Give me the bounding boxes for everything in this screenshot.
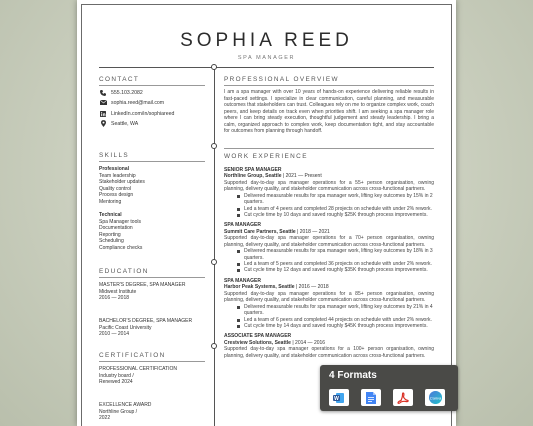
education-heading: EDUCATION: [99, 268, 149, 275]
job-title: SPA MANAGER: [224, 277, 261, 284]
skill-item: Quality control: [99, 185, 131, 192]
certification-item: [99, 366, 177, 386]
certification-org: Northline Group /: [99, 408, 138, 415]
contact-phone: 555.103.2082: [111, 89, 143, 96]
job-company: Crestview Solutions, Seattle: [224, 339, 291, 346]
experience-list: [224, 167, 434, 359]
timeline-dot: [211, 259, 217, 265]
job-entry: [224, 222, 434, 273]
contact-location: Seattle, WA: [111, 120, 139, 127]
skills-professional-heading: Professional: [99, 166, 130, 172]
certification-item: [99, 402, 151, 422]
contact-linkedin[interactable]: LinkedIn.com/in/sophiareed: [111, 110, 175, 117]
job-bullet: Led a team of 5 peers and completed 36 projects on schedule with under 2% rework.: [234, 261, 434, 267]
contact-location-row: [99, 120, 138, 127]
job-dates: 2021 — Present: [285, 173, 322, 180]
job-title: SENIOR SPA MANAGER: [224, 167, 282, 173]
job-title: ASSOCIATE SPA MANAGER: [224, 333, 292, 340]
timeline-dot: [211, 143, 217, 149]
education-degree: MASTER'S DEGREE, SPA MANAGER: [99, 282, 186, 288]
skills-technical-heading: Technical: [99, 212, 122, 218]
job-bullets: [224, 193, 434, 219]
certification-name: PROFESSIONAL CERTIFICATION: [99, 366, 177, 372]
canva-icon[interactable]: [425, 389, 445, 406]
svg-text:Canva: Canva: [429, 395, 441, 401]
timeline-dot: [211, 343, 217, 349]
overview-rule: [224, 85, 434, 86]
education-rule: [99, 277, 205, 278]
overview-heading: PROFESSIONAL OVERVIEW: [224, 76, 339, 83]
job-bullet: Led a team of 6 peers and completed 44 projects on schedule with under 2% rework.: [234, 317, 434, 323]
contact-linkedin-row: [99, 110, 174, 117]
education-years: 2016 — 2018: [99, 295, 130, 302]
skills-rule: [99, 161, 205, 162]
mail-icon: [99, 99, 107, 106]
job-summary: Supported day-to-day spa manager operations for a 85+ person organisation, owning planning, delivery quality, and stakeholder communication across cross-functional partners.: [224, 290, 434, 304]
timeline-dot: [211, 64, 217, 70]
job-dates: 2018 — 2021: [299, 228, 330, 235]
google-docs-icon[interactable]: [361, 389, 381, 406]
skill-item: Reporting: [99, 231, 121, 238]
skill-item: Mentoring: [99, 198, 122, 205]
certification-name: EXCELLENCE AWARD: [99, 402, 152, 408]
column-divider: [214, 67, 215, 426]
contact-phone-row: [99, 89, 143, 96]
location-pin-icon: [99, 120, 107, 127]
skills-technical: [99, 212, 142, 252]
job-company: Northline Group, Seattle: [224, 173, 282, 180]
job-entry: [224, 333, 434, 359]
certification-date: Renewed 2024: [99, 379, 133, 386]
job-company-line: Northline Group, Seattle | 2021 — Present: [224, 173, 322, 180]
skills-professional: [99, 166, 145, 206]
skill-item: Team leadership: [99, 172, 136, 179]
education-school: Pacific Coast University: [99, 324, 152, 331]
education-years: 2010 — 2014: [99, 331, 130, 338]
skill-item: Scheduling: [99, 238, 124, 245]
education-item: [99, 318, 192, 338]
job-title: SPA MANAGER: [224, 222, 261, 229]
formats-title: 4 Formats: [329, 370, 377, 381]
resume-role: SPA MANAGER: [237, 55, 296, 61]
job-bullet: Delivered measurable results for spa manager work, lifting key outcomes by 21% in 4 quarters.: [234, 304, 434, 317]
resume-name: SOPHIA REED: [180, 30, 353, 51]
job-company: Summit Care Partners, Seattle: [224, 228, 296, 235]
skill-item: Compliance checks: [99, 244, 143, 251]
header-divider: [99, 67, 434, 68]
resume-page: [77, 0, 456, 426]
svg-text:W: W: [334, 395, 339, 402]
job-company-line: Crestview Solutions, Seattle | 2014 — 2016: [224, 339, 326, 346]
contact-email[interactable]: sophia.reed@mail.com: [111, 99, 165, 106]
skills-heading: SKILLS: [99, 152, 130, 159]
job-bullet: Delivered measurable results for spa manager work, lifting key outcomes by 15% in 2 quarters.: [234, 193, 434, 206]
word-icon[interactable]: [329, 389, 349, 406]
contact-email-row: [99, 99, 164, 106]
job-bullets: [224, 248, 434, 274]
job-bullet: Delivered measurable results for spa manager work, lifting key outcomes by 18% in 3 quarters.: [234, 248, 434, 261]
job-bullet: Cut cycle time by 14 days and saved roughly $45K through process improvements.: [234, 323, 434, 329]
formats-badge: [320, 365, 458, 411]
certification-org: Industry board /: [99, 372, 134, 379]
job-bullet: Cut cycle time by 12 days and saved roughly $35K through process improvements.: [234, 267, 434, 273]
phone-icon: [99, 89, 107, 96]
job-bullet: Led a team of 4 peers and completed 28 projects on schedule with under 2% rework.: [234, 206, 434, 212]
education-school: Midwest Institute: [99, 288, 137, 295]
job-company-line: Summit Care Partners, Seattle | 2018 — 2021: [224, 228, 330, 235]
contact-rule: [99, 85, 205, 86]
certification-rule: [99, 361, 205, 362]
experience-heading: WORK EXPERIENCE: [224, 153, 308, 160]
certification-date: 2022: [99, 415, 111, 422]
education-degree: BACHELOR'S DEGREE, SPA MANAGER: [99, 318, 193, 324]
job-company: Harbor Peak Systems, Seattle: [224, 284, 295, 291]
overview-text: I am a spa manager with over 10 years of hands-on experience delivering reliable results in fast-paced settings. I specialize in clear communication, careful planning, and measurable outcomes that stakeholders can trust. Colleagues rely on me to organize complex work, coach peers, and keep details on track even when priorities shift. I am seeking a spa manager role where I can bring steady execution, thoughtful judgement and steady leadership. I bring a calm, organized approach to complex work, keep documentation tight, and stay accountable for outcomes from planning through handoff.: [224, 89, 434, 134]
contact-heading: CONTACT: [99, 76, 140, 83]
skill-item: Documentation: [99, 225, 133, 232]
pdf-icon[interactable]: [393, 389, 413, 406]
job-dates: 2014 — 2016: [295, 339, 326, 346]
certification-heading: CERTIFICATION: [99, 352, 166, 359]
job-entry: [224, 167, 434, 218]
job-summary: Supported day-to-day spa manager operations for a 70+ person organisation, owning planning, delivery quality, and stakeholder communication across cross-functional partners.: [224, 235, 434, 248]
overview-end-rule: [224, 148, 434, 149]
job-summary: Supported day-to-day spa manager operations for a 100+ person organisation, owning planning, delivery quality, and stakeholder communication across cross-functional partners.: [224, 346, 434, 359]
job-bullet: Cut cycle time by 10 days and saved roughly $25K through process improvements.: [234, 212, 434, 218]
job-entry: [224, 278, 434, 329]
job-company-line: Harbor Peak Systems, Seattle | 2016 — 2018: [224, 284, 329, 291]
job-summary: Supported day-to-day spa manager operations for a 55+ person organisation, owning planning, delivery quality, and stakeholder communication across cross-functional partners.: [224, 179, 434, 193]
education-item: [99, 282, 185, 302]
linkedin-icon: [99, 110, 107, 117]
skill-item: Stakeholder updates: [99, 179, 145, 186]
skill-item: Spa Manager tools: [99, 218, 141, 225]
skill-item: Process design: [99, 192, 134, 199]
job-dates: 2016 — 2018: [298, 284, 329, 291]
job-bullets: [224, 304, 434, 330]
